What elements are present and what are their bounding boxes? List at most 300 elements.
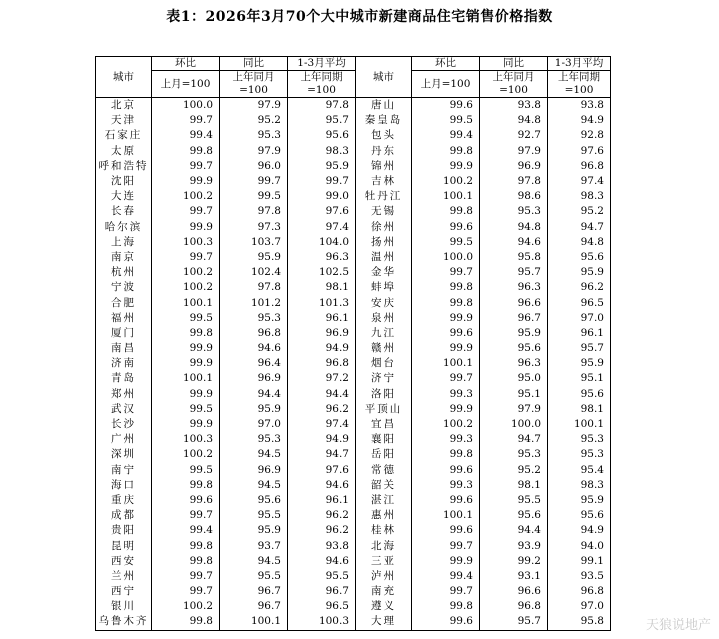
cell-mom-right: 100.2	[442, 175, 473, 188]
cell-yoy-right: 95.0	[480, 371, 548, 386]
cell-yoy-left: 96.8	[220, 326, 288, 341]
cell-ytd-right: 95.3	[548, 432, 611, 447]
table-row	[96, 220, 611, 235]
cell-yoy-right: 94.6	[480, 235, 548, 250]
cell-mom-left: 99.9	[152, 417, 220, 432]
cell-ytd-right: 95.3	[548, 447, 611, 462]
cell-ytd-left: 104.0	[288, 235, 356, 250]
table-row	[96, 204, 611, 219]
table-row	[96, 478, 611, 493]
cell-yoy-right: 93.1	[480, 569, 548, 584]
cell-city-right: 赣州	[356, 341, 412, 356]
cell-yoy-right: 96.9	[480, 159, 548, 174]
cell-ytd-left: 95.6	[288, 128, 356, 143]
cell-mom-right: 99.6	[449, 99, 473, 112]
cell-yoy-right: 95.3	[480, 204, 548, 219]
cell-mom-right: 99.9	[449, 311, 473, 324]
cell-city-right: 金华	[356, 265, 412, 280]
cell-yoy-right: 97.8	[480, 174, 548, 189]
cell-ytd-right: 95.9	[548, 493, 611, 508]
cell-city-right: 锦州	[356, 159, 412, 174]
cell-city-right: 丹东	[356, 144, 412, 159]
cell-city-right: 九江	[356, 326, 412, 341]
cell-mom-right: 100.1	[442, 190, 473, 203]
cell-mom-left: 100.3	[152, 432, 220, 447]
cell-ytd-left: 94.6	[288, 554, 356, 569]
table-row	[96, 387, 611, 402]
cell-ytd-left: 95.5	[288, 569, 356, 584]
cell-city-right: 蚌埠	[356, 280, 412, 295]
table-row	[96, 250, 611, 265]
cell-ytd-right: 96.1	[548, 326, 611, 341]
cell-ytd-left: 99.7	[288, 174, 356, 189]
cell-city-right: 泉州	[356, 311, 412, 326]
cell-ytd-right: 99.1	[548, 554, 611, 569]
header-ytd-left: 1-3月平均	[288, 57, 356, 71]
cell-city-left: 北京	[96, 98, 152, 114]
cell-mom-right: 99.3	[449, 387, 473, 400]
cell-city-left: 宁波	[96, 280, 152, 295]
cell-ytd-right: 95.9	[548, 356, 611, 371]
cell-yoy-right: 96.6	[480, 584, 548, 599]
cell-ytd-right: 98.3	[548, 189, 611, 204]
cell-yoy-right: 98.1	[480, 478, 548, 493]
cell-yoy-left: 99.5	[220, 189, 288, 204]
cell-yoy-left: 103.7	[220, 235, 288, 250]
cell-ytd-right: 96.5	[548, 295, 611, 310]
cell-city-right: 秦皇岛	[356, 113, 412, 128]
header-ytd-right: 1-3月平均	[548, 57, 611, 71]
cell-ytd-left: 94.4	[288, 387, 356, 402]
cell-mom-left: 100.1	[152, 371, 220, 386]
cell-city-left: 西安	[96, 554, 152, 569]
table-row	[96, 265, 611, 280]
cell-mom-left: 99.8	[152, 554, 220, 569]
cell-yoy-right: 97.9	[480, 144, 548, 159]
cell-city-left: 海口	[96, 478, 152, 493]
header-city-left: 城市	[96, 57, 152, 98]
cell-city-left: 长沙	[96, 417, 152, 432]
cell-yoy-left: 97.0	[220, 417, 288, 432]
cell-mom-right: 99.6	[449, 463, 473, 476]
cell-city-left: 沈阳	[96, 174, 152, 189]
cell-mom-right: 99.7	[449, 585, 473, 598]
cell-yoy-left: 95.6	[220, 493, 288, 508]
cell-ytd-right: 95.6	[548, 508, 611, 523]
cell-mom-right: 100.2	[442, 418, 473, 431]
cell-mom-right: 99.3	[449, 478, 473, 491]
cell-yoy-right: 96.3	[480, 280, 548, 295]
cell-city-left: 合肥	[96, 295, 152, 310]
cell-mom-left: 99.9	[152, 356, 220, 371]
cell-city-left: 上海	[96, 235, 152, 250]
cell-yoy-right: 97.9	[480, 402, 548, 417]
cell-ytd-left: 94.7	[288, 447, 356, 462]
cell-mom-right: 99.9	[449, 159, 473, 172]
cell-city-right: 岳阳	[356, 447, 412, 462]
cell-yoy-left: 97.8	[220, 280, 288, 295]
table-row	[96, 614, 611, 630]
cell-mom-right: 99.6	[449, 493, 473, 506]
header-mom-left: 环比	[152, 57, 220, 71]
cell-yoy-right: 93.9	[480, 538, 548, 553]
cell-city-right: 洛阳	[356, 387, 412, 402]
cell-ytd-left: 97.2	[288, 371, 356, 386]
cell-yoy-right: 99.2	[480, 554, 548, 569]
cell-mom-right: 99.8	[449, 296, 473, 309]
cell-city-left: 南昌	[96, 341, 152, 356]
cell-city-right: 无锡	[356, 204, 412, 219]
table-row	[96, 235, 611, 250]
table-row	[96, 584, 611, 599]
cell-mom-right: 99.7	[449, 372, 473, 385]
table-row	[96, 356, 611, 371]
cell-ytd-left: 96.3	[288, 250, 356, 265]
cell-city-right: 遵义	[356, 599, 412, 614]
cell-mom-left: 99.7	[152, 569, 220, 584]
cell-ytd-right: 97.0	[548, 599, 611, 614]
cell-city-right: 平顶山	[356, 402, 412, 417]
cell-ytd-left: 93.8	[288, 538, 356, 553]
table-row	[96, 447, 611, 462]
cell-mom-right: 99.6	[449, 326, 473, 339]
cell-yoy-left: 96.0	[220, 159, 288, 174]
cell-city-right: 吉林	[356, 174, 412, 189]
cell-yoy-right: 100.0	[480, 417, 548, 432]
cell-city-left: 银川	[96, 599, 152, 614]
cell-mom-left: 99.6	[152, 493, 220, 508]
cell-yoy-right: 95.2	[480, 463, 548, 478]
header-ytd-sub-left: 上年同期=100	[288, 71, 356, 98]
cell-ytd-left: 94.9	[288, 432, 356, 447]
cell-ytd-left: 96.2	[288, 508, 356, 523]
table-row	[96, 417, 611, 432]
table-row	[96, 174, 611, 189]
cell-city-right: 包头	[356, 128, 412, 143]
cell-city-left: 石家庄	[96, 128, 152, 143]
cell-city-left: 长春	[96, 204, 152, 219]
cell-city-right: 常德	[356, 463, 412, 478]
cell-ytd-right: 95.2	[548, 204, 611, 219]
cell-yoy-right: 94.8	[480, 113, 548, 128]
cell-mom-right: 99.5	[449, 114, 473, 127]
cell-yoy-left: 96.7	[220, 584, 288, 599]
cell-yoy-right: 95.8	[480, 250, 548, 265]
cell-ytd-right: 92.8	[548, 128, 611, 143]
cell-mom-left: 99.9	[152, 387, 220, 402]
cell-yoy-left: 96.9	[220, 463, 288, 478]
cell-mom-right: 99.8	[449, 205, 473, 218]
table-row	[96, 113, 611, 128]
cell-city-right: 济宁	[356, 371, 412, 386]
cell-mom-right: 99.9	[449, 554, 473, 567]
cell-yoy-right: 96.7	[480, 311, 548, 326]
cell-ytd-left: 96.2	[288, 402, 356, 417]
price-index-table	[95, 56, 611, 631]
cell-yoy-left: 95.5	[220, 569, 288, 584]
cell-ytd-right: 93.5	[548, 569, 611, 584]
cell-city-right: 桂林	[356, 523, 412, 538]
cell-mom-right: 100.0	[442, 250, 473, 263]
cell-city-left: 郑州	[96, 387, 152, 402]
cell-mom-right: 99.4	[449, 129, 473, 142]
cell-mom-left: 100.2	[152, 265, 220, 280]
cell-yoy-right: 92.7	[480, 128, 548, 143]
header-mom-sub-right: 上月=100	[412, 71, 480, 98]
table-row	[96, 189, 611, 204]
watermark: 天狼说地产	[645, 618, 711, 633]
cell-mom-right: 99.6	[412, 614, 480, 630]
cell-yoy-right: 95.7	[480, 265, 548, 280]
cell-city-right: 宜昌	[356, 417, 412, 432]
table-row	[96, 432, 611, 447]
cell-mom-left: 99.7	[152, 204, 220, 219]
cell-city-right: 韶关	[356, 478, 412, 493]
cell-city-left: 呼和浩特	[96, 159, 152, 174]
cell-ytd-left: 94.6	[288, 478, 356, 493]
cell-yoy-left: 94.4	[220, 387, 288, 402]
cell-mom-left: 99.9	[152, 341, 220, 356]
cell-mom-right: 99.8	[449, 281, 473, 294]
cell-mom-left: 99.4	[152, 128, 220, 143]
cell-ytd-right: 94.0	[548, 538, 611, 553]
cell-ytd-left: 100.3	[288, 614, 356, 630]
cell-yoy-right: 95.6	[480, 508, 548, 523]
cell-ytd-right: 97.0	[548, 311, 611, 326]
cell-ytd-left: 96.2	[288, 523, 356, 538]
cell-city-right: 温州	[356, 250, 412, 265]
cell-ytd-left: 95.7	[288, 113, 356, 128]
cell-ytd-right: 94.9	[548, 523, 611, 538]
cell-ytd-left: 94.9	[288, 341, 356, 356]
cell-mom-left: 100.0	[152, 98, 220, 114]
cell-yoy-right: 95.1	[480, 387, 548, 402]
cell-mom-left: 99.8	[152, 614, 220, 630]
cell-city-left: 南宁	[96, 463, 152, 478]
cell-ytd-right: 98.3	[548, 478, 611, 493]
cell-city-left: 南京	[96, 250, 152, 265]
cell-ytd-right: 93.8	[548, 98, 611, 114]
table-row	[96, 98, 611, 114]
cell-city-left: 深圳	[96, 447, 152, 462]
cell-yoy-left: 102.4	[220, 265, 288, 280]
cell-city-left: 成都	[96, 508, 152, 523]
cell-yoy-right: 96.8	[480, 599, 548, 614]
cell-yoy-left: 94.5	[220, 554, 288, 569]
cell-yoy-right: 95.3	[480, 447, 548, 462]
cell-ytd-right: 97.4	[548, 174, 611, 189]
cell-city-right: 唐山	[356, 98, 412, 114]
cell-ytd-right: 95.9	[548, 265, 611, 280]
cell-yoy-right: 94.4	[480, 523, 548, 538]
cell-yoy-left: 96.4	[220, 356, 288, 371]
cell-city-right: 湛江	[356, 493, 412, 508]
header-city-right: 城市	[356, 57, 412, 98]
cell-city-right: 大理	[356, 614, 412, 630]
cell-ytd-left: 96.1	[288, 311, 356, 326]
header-mom-sub-left: 上月=100	[152, 71, 220, 98]
cell-ytd-left: 96.1	[288, 493, 356, 508]
cell-mom-left: 99.7	[152, 250, 220, 265]
cell-city-left: 西宁	[96, 584, 152, 599]
cell-yoy-left: 95.2	[220, 113, 288, 128]
cell-yoy-left: 94.5	[220, 447, 288, 462]
cell-yoy-left: 95.9	[220, 250, 288, 265]
cell-ytd-left: 98.3	[288, 144, 356, 159]
cell-ytd-left: 99.0	[288, 189, 356, 204]
cell-yoy-right: 95.5	[480, 493, 548, 508]
header-yoy-right: 同比	[480, 57, 548, 71]
cell-ytd-right: 96.2	[548, 280, 611, 295]
cell-city-right: 泸州	[356, 569, 412, 584]
cell-ytd-right: 100.1	[548, 417, 611, 432]
cell-city-left: 太原	[96, 144, 152, 159]
cell-city-left: 福州	[96, 311, 152, 326]
cell-city-left: 兰州	[96, 569, 152, 584]
cell-mom-left: 99.7	[152, 113, 220, 128]
cell-city-left: 广州	[96, 432, 152, 447]
cell-ytd-left: 96.8	[288, 356, 356, 371]
cell-city-left: 贵阳	[96, 523, 152, 538]
cell-ytd-left: 96.7	[288, 584, 356, 599]
cell-city-right: 烟台	[356, 356, 412, 371]
table-row	[96, 523, 611, 538]
cell-city-right: 襄阳	[356, 432, 412, 447]
cell-city-right: 安庆	[356, 295, 412, 310]
cell-ytd-left: 96.5	[288, 599, 356, 614]
cell-ytd-left: 97.4	[288, 417, 356, 432]
cell-city-right: 北海	[356, 538, 412, 553]
cell-city-right: 惠州	[356, 508, 412, 523]
cell-yoy-left: 95.9	[220, 523, 288, 538]
cell-ytd-left: 101.3	[288, 295, 356, 310]
cell-mom-left: 99.4	[152, 523, 220, 538]
cell-yoy-left: 97.8	[220, 204, 288, 219]
cell-mom-left: 100.2	[152, 189, 220, 204]
cell-ytd-right: 97.6	[548, 144, 611, 159]
cell-ytd-right: 94.7	[548, 220, 611, 235]
cell-yoy-right: 93.8	[480, 98, 548, 114]
table-row	[96, 326, 611, 341]
cell-ytd-left: 102.5	[288, 265, 356, 280]
cell-mom-right: 99.8	[449, 600, 473, 613]
cell-yoy-right: 95.6	[480, 341, 548, 356]
cell-ytd-left: 97.6	[288, 463, 356, 478]
cell-yoy-left: 95.3	[220, 128, 288, 143]
cell-city-right: 牡丹江	[356, 189, 412, 204]
cell-city-right: 三亚	[356, 554, 412, 569]
cell-mom-left: 99.5	[152, 402, 220, 417]
cell-mom-right: 99.7	[449, 539, 473, 552]
cell-mom-right: 99.3	[449, 433, 473, 446]
cell-yoy-left: 97.9	[220, 144, 288, 159]
cell-mom-right: 99.9	[449, 342, 473, 355]
cell-yoy-left: 95.3	[220, 432, 288, 447]
cell-mom-left: 99.5	[152, 311, 220, 326]
cell-yoy-right: 98.6	[480, 189, 548, 204]
cell-yoy-left: 97.3	[220, 220, 288, 235]
cell-yoy-left: 94.6	[220, 341, 288, 356]
cell-yoy-left: 97.9	[220, 98, 288, 114]
cell-yoy-right: 94.7	[480, 432, 548, 447]
cell-yoy-right: 96.6	[480, 295, 548, 310]
cell-city-right: 南充	[356, 584, 412, 599]
cell-yoy-right: 95.7	[480, 614, 548, 630]
table-row	[96, 128, 611, 143]
cell-ytd-right: 94.9	[548, 113, 611, 128]
table-row	[96, 538, 611, 553]
cell-yoy-left: 95.9	[220, 402, 288, 417]
cell-mom-right: 99.8	[449, 144, 473, 157]
cell-city-left: 重庆	[96, 493, 152, 508]
table-row	[96, 371, 611, 386]
cell-city-left: 乌鲁木齐	[96, 614, 152, 630]
table-row	[96, 144, 611, 159]
cell-city-right: 徐州	[356, 220, 412, 235]
table-row	[96, 569, 611, 584]
cell-ytd-right: 95.4	[548, 463, 611, 478]
cell-ytd-left: 97.4	[288, 220, 356, 235]
cell-mom-right: 99.6	[449, 524, 473, 537]
cell-city-left: 昆明	[96, 538, 152, 553]
cell-yoy-left: 94.5	[220, 478, 288, 493]
cell-mom-left: 100.1	[152, 295, 220, 310]
cell-ytd-right: 95.6	[548, 250, 611, 265]
cell-ytd-left: 97.8	[288, 98, 356, 114]
cell-ytd-right: 95.8	[548, 614, 611, 630]
table-row	[96, 599, 611, 614]
cell-mom-left: 99.7	[152, 584, 220, 599]
cell-city-left: 济南	[96, 356, 152, 371]
cell-ytd-left: 97.6	[288, 204, 356, 219]
table-row	[96, 295, 611, 310]
cell-mom-left: 99.5	[152, 463, 220, 478]
cell-ytd-left: 98.1	[288, 280, 356, 295]
cell-mom-left: 99.7	[152, 159, 220, 174]
cell-ytd-left: 95.9	[288, 159, 356, 174]
table-row	[96, 463, 611, 478]
cell-city-left: 天津	[96, 113, 152, 128]
table-row	[96, 554, 611, 569]
header-yoy-sub-left: 上年同月=100	[220, 71, 288, 98]
table-row	[96, 159, 611, 174]
cell-mom-right: 99.9	[449, 402, 473, 415]
table-row	[96, 341, 611, 356]
cell-mom-left: 99.9	[152, 220, 220, 235]
table-row	[96, 311, 611, 326]
cell-mom-right: 99.7	[449, 266, 473, 279]
table-row	[96, 508, 611, 523]
cell-city-right: 扬州	[356, 235, 412, 250]
cell-yoy-left: 99.7	[220, 174, 288, 189]
cell-mom-left: 99.8	[152, 144, 220, 159]
table-title: 表1：2026年3月70个大中城市新建商品住宅销售价格指数	[166, 9, 553, 25]
header-yoy-sub-right: 上年同月=100	[480, 71, 548, 98]
cell-yoy-left: 93.7	[220, 538, 288, 553]
cell-mom-right: 99.6	[449, 220, 473, 233]
cell-ytd-right: 95.6	[548, 387, 611, 402]
header-mom-right: 环比	[412, 57, 480, 71]
cell-ytd-right: 98.1	[548, 402, 611, 417]
cell-mom-right: 99.8	[449, 448, 473, 461]
header-yoy-left: 同比	[220, 57, 288, 71]
table-row	[96, 402, 611, 417]
cell-city-left: 哈尔滨	[96, 220, 152, 235]
cell-city-left: 青岛	[96, 371, 152, 386]
cell-ytd-right: 94.8	[548, 235, 611, 250]
cell-yoy-left: 96.9	[220, 371, 288, 386]
cell-mom-right: 99.5	[449, 235, 473, 248]
